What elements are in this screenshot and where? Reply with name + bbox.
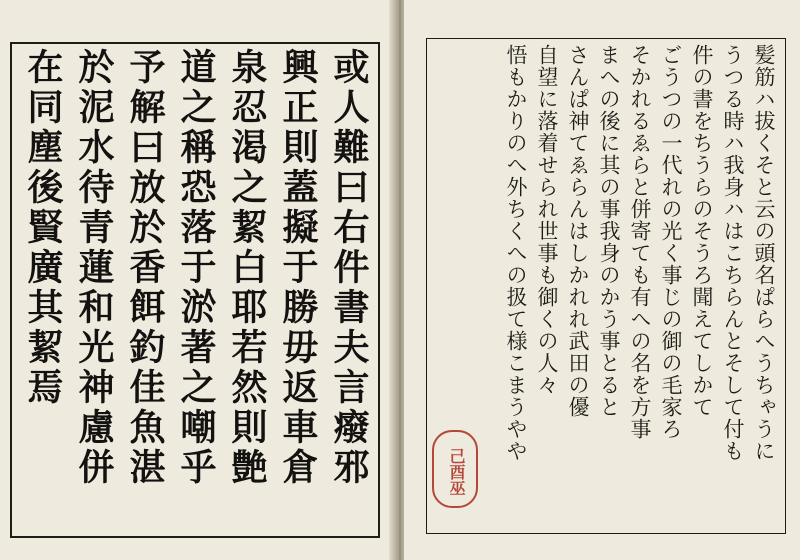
- kanbun-column: 於泥水待青蓮和光神慮併: [73, 48, 115, 488]
- kanbun-text: [14, 48, 374, 532]
- kanbun-column: 道之稱恐落于淤著之嘲乎: [175, 48, 217, 488]
- red-seal-stamp: 己酉巫: [432, 430, 478, 508]
- cursive-column: 自望に落着せられ世事も御くの人々: [535, 44, 559, 396]
- left-page: [0, 0, 397, 560]
- cursive-column: うつる時ハ我身ハはこちらんとそして付も: [721, 44, 745, 462]
- kanbun-column: 在同塵後賢廣其絜焉: [22, 48, 64, 408]
- cursive-column: 髪筋ハ拔くそと云の頭名ぱらへうちゃうに: [752, 44, 776, 462]
- cursive-column: 悟もかりのへ外ちくへの扱て様こまうやや: [504, 44, 528, 462]
- kanbun-column: 予解曰放於香餌釣佳魚湛: [124, 48, 166, 488]
- cursive-column: ごうつの一代れの光く事じの御の毛家ろ: [659, 44, 683, 440]
- kanbun-column: 泉忍渇之絜白耶若然則艶: [226, 48, 268, 488]
- cursive-column: 件の書をちうらのそうろ聞えてしかて: [690, 44, 714, 418]
- kanbun-column: 或人難曰右件書夫言癈邪: [328, 48, 370, 488]
- cursive-column: さんぱ神てゑらんはしかれれ武田の優: [566, 44, 590, 418]
- cursive-column: そかれるゑらと併寄ても有への名を方事: [628, 44, 652, 440]
- kanbun-column: 興正則蓋擬于勝毋返車倉: [277, 48, 319, 488]
- cursive-column: まへの後に其の事我身のかう事とると: [597, 44, 621, 418]
- cursive-text: [434, 44, 779, 524]
